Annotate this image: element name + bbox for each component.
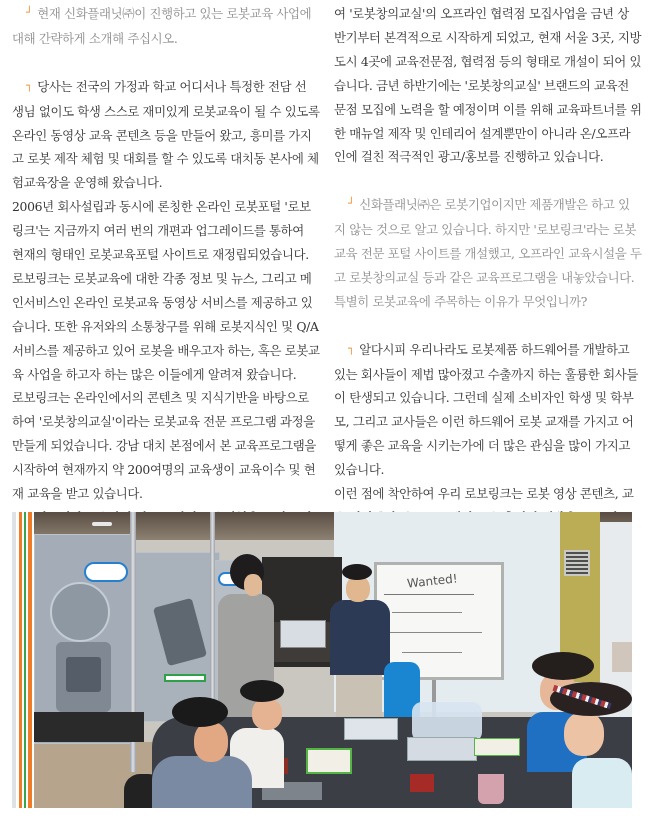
cup xyxy=(478,774,504,804)
bench xyxy=(34,712,144,742)
question-marker-icon: ┘ xyxy=(348,197,355,211)
whiteboard-text: Wanted! xyxy=(406,571,459,591)
air-vent xyxy=(564,550,590,576)
answer-marker-icon: ┐ xyxy=(348,341,355,355)
robot-kit-box xyxy=(344,718,398,740)
classroom-photo xyxy=(12,512,632,808)
question-1: ┘ 현재 신화플래닛㈜이 진행하고 있는 로봇교육 사업에 대해 간략하게 소개해 주십시오. xyxy=(12,2,312,51)
answer-marker-icon: ┐ xyxy=(26,78,33,92)
poster-label xyxy=(164,674,206,682)
robot-illustration xyxy=(66,657,101,692)
answer-1-continued: 여 '로봇창의교실'의 오프라인 협력점 모집사업을 금년 상 반기부터 본격적으로 시작하게 되었고, 현재 서울 3곳, 지방 도시 4곳에 교육전문점, 협력점 등의 형태로 개설이 되어 있 습니다. 금년 하반기에는 '로봇창의교실' 브랜드의 교육전 문점 모집에 노력을 할 예정이며 이를 위해 교육파트너를 위 한 매뉴얼 제작 및 인테리어 설계뿐만이 아니라 온/오프라 인에 걸친 적극적인 광고/홍보를 진행하고 있습니다. xyxy=(334,6,642,165)
answer-1: ┐ 당사는 전국의 가정과 학교 어디서나 특정한 전담 선 생님 없이도 학생 스스로 재미있게 로봇교육이 될 수 있도록 온라인 동영상 교육 콘텐츠 등을 만들어 왔고, 흥미를 가지 고 로봇 제작 체험 및 대회를 할 수 있도록 대치동 본사에 체 험교육장을 운영해 왔습니다. 2006년 회사설립과 동시에 론칭한 온라인 로봇포털 '로보 링크'는 지금까지 여러 번의 개편과 업그레이드를 통하여 현재의 형태인 로봇교육포털 사이트로 재정립되었습니다. 로보링크는 로봇교육에 대한 각종 정보 및 뉴스, 그리고 메 인서비스인 온라인 로봇교육 동영상 서비스를 제공하고 있 습니다. 또한 유저와의 소통창구를 위해 로봇지식인 및 Q/A 서비스를 제공하고 있어 로봇을 배우고자 하는, 혹은 로봇교 육 사업을 하고자 하는 많은 이들에게 알려져 왔습니다. 로보링크는 온라인에서의 콘텐츠 및 지식기반을 바탕으로 하여 '로봇창의교실'이라는 로봇교육 전문 프로그램 과정을 만들게 되었습니다. 강남 대치 본점에서 본 교육프로그램을 시작하여 현재까지 약 200여명의 교육생이 교육이수 및 현 재 교육을 받고 있습니다. xyxy=(12,75,312,530)
question-2: ┘ 신화플래닛㈜은 로봇기업이지만 제품개발은 하고 있 지 않는 것으로 알고 있습니다. 하지만 '로보링크'라는 로봇 교육 전문 포털 사이트를 개설했고, 오프라인 교육시설을 두 고 로봇창의교실 등과 같은 교육프로그램을 내놓았습니다. 특별히 로봇교육에 주목하는 이유가 무엇입니까? xyxy=(334,193,634,314)
instruction-booklet xyxy=(306,748,352,774)
robot-kit-box xyxy=(407,737,477,761)
ceiling-light xyxy=(92,522,112,526)
pole xyxy=(210,512,215,722)
article-right-column xyxy=(334,2,642,530)
person-teacher xyxy=(330,600,390,675)
person-child xyxy=(152,756,252,808)
shelf xyxy=(612,642,632,672)
answer-2: ┐ 알다시피 우리나라도 로봇제품 하드웨어를 개발하고 있는 회사들이 제법 많아졌고 수출까지 하는 훌륭한 회사들 이 탄생되고 있습니다. 그런데 실제 소비자인 학생 및 학부 모, 그리고 교사들은 이런 하드웨어 로봇 교재를 가지고 어 떻게 좋은 교육을 시키는가에 더 많은 관심을 많이 가지고 있습니다. 이런 점에 착안하여 우리 로보링크는 로봇 영상 콘텐츠, 교 xyxy=(334,338,634,530)
assembled-robot xyxy=(410,774,434,792)
decorative-stripes xyxy=(12,512,34,808)
plastic-bag xyxy=(412,702,482,742)
person-child xyxy=(572,758,632,808)
robot-kit-box xyxy=(280,620,326,648)
instruction-booklet xyxy=(474,738,520,756)
question-marker-icon: ┘ xyxy=(26,6,33,19)
article-left-column xyxy=(12,2,320,530)
brand-logo xyxy=(84,562,128,582)
robot-illustration xyxy=(50,582,110,642)
